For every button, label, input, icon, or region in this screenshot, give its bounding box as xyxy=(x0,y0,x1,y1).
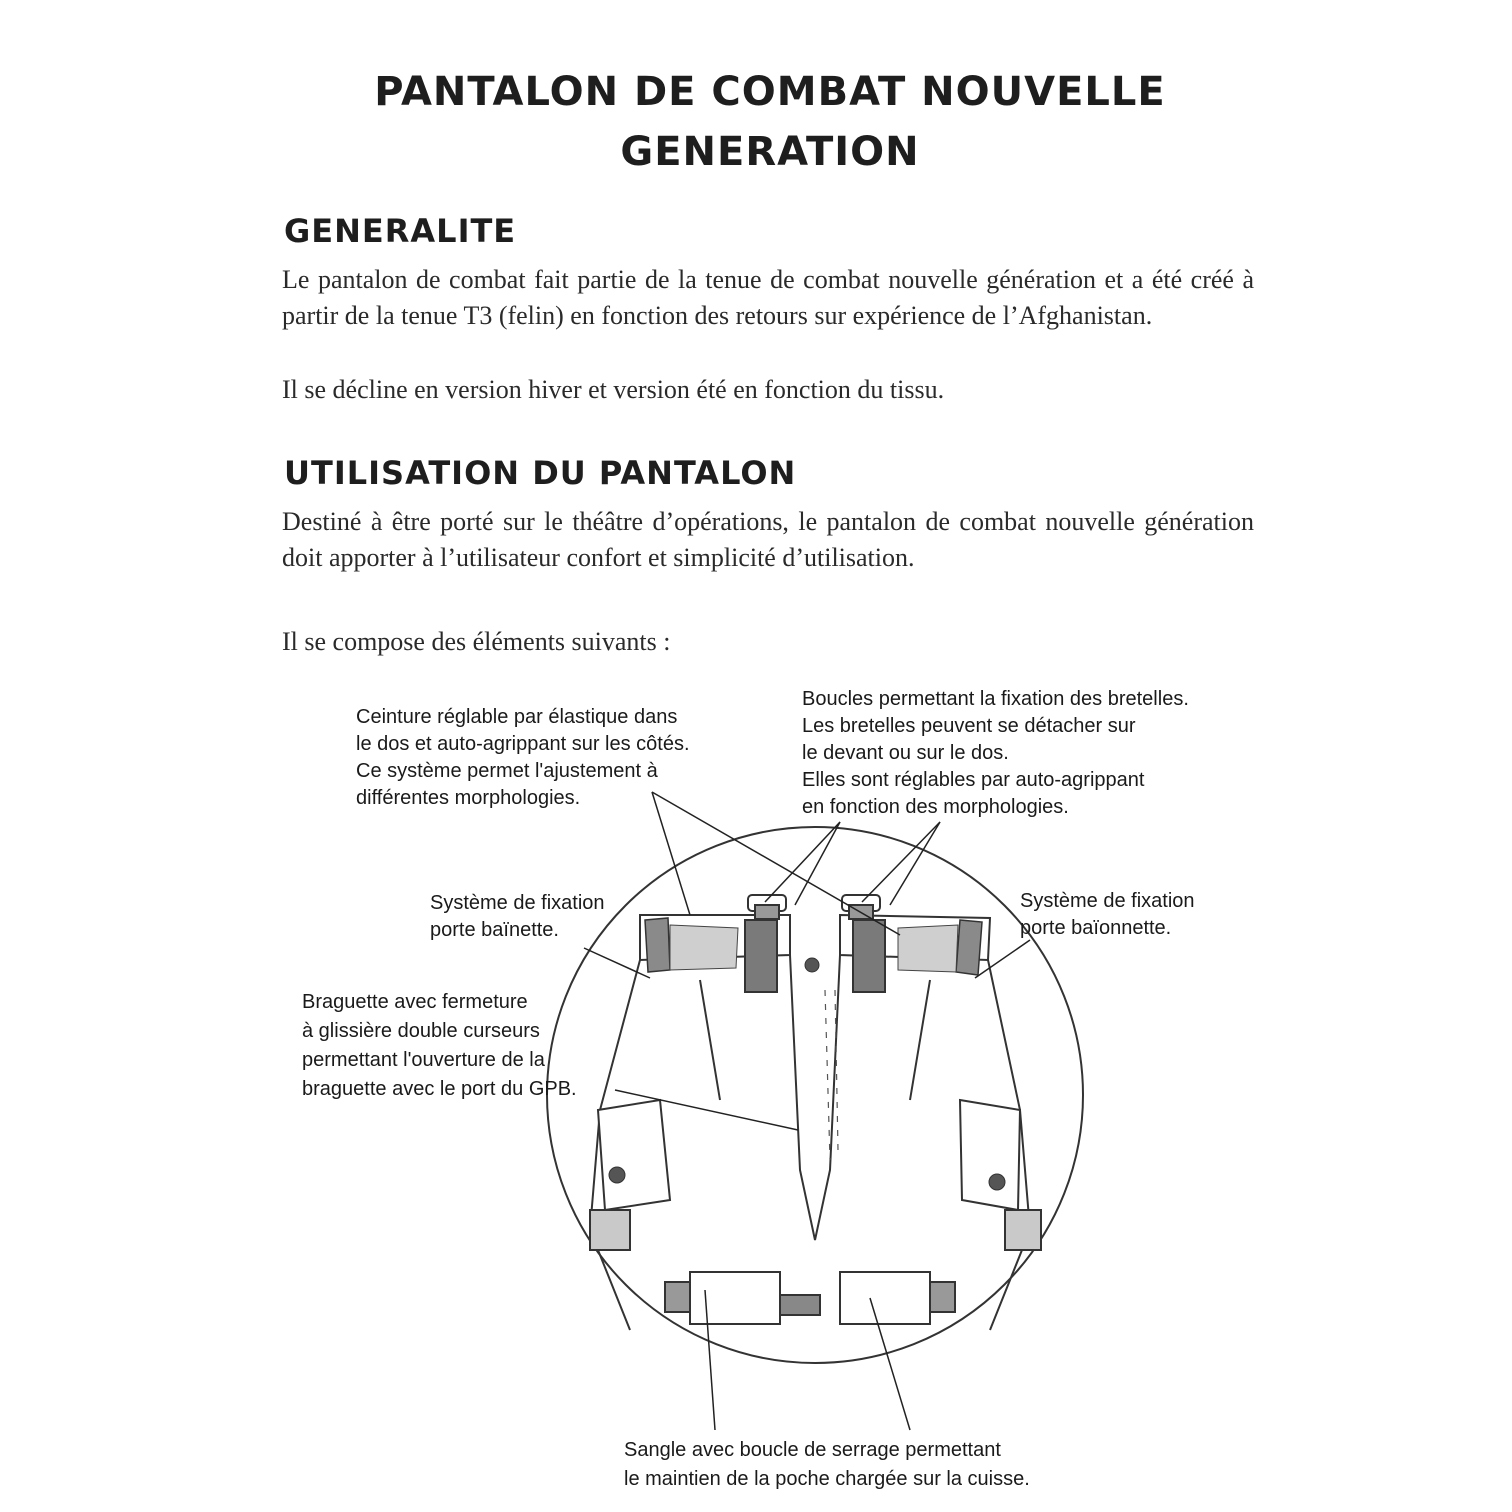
section-heading-generalite: GENERALITE xyxy=(284,212,517,250)
callout-braguette-line: permettant l'ouverture de la xyxy=(302,1049,545,1071)
callout-ceinture xyxy=(356,704,690,812)
thigh-strap-left xyxy=(665,1272,820,1324)
section-heading-utilisation: UTILISATION DU PANTALON xyxy=(284,454,797,492)
generalite-paragraph-1: Le pantalon de combat fait partie de la tenue de combat nouvelle génération et a été créé à partir de la tenue T3 (felin) en fonction des retours sur expérience de l’Afghanistan. xyxy=(282,265,1254,330)
callout-ceinture-line: le dos et auto-agrippant sur les côtés. xyxy=(356,733,690,755)
callout-braguette-line: à glissière double curseurs xyxy=(302,1020,540,1042)
title-line-2: GENERATION xyxy=(620,129,920,175)
cargo-pocket-left xyxy=(590,1100,670,1250)
waist-button xyxy=(805,958,819,972)
callout-fixation-right-line: Système de fixation xyxy=(1020,890,1195,912)
callout-ceinture-line: Ce système permet l'ajustement à xyxy=(356,760,658,782)
callout-fixation-right-line: porte baïonnette. xyxy=(1020,917,1172,939)
suspender-straps xyxy=(745,920,885,992)
callout-fixation-left-line: porte baïnette. xyxy=(430,919,559,941)
callout-braguette-line: braguette avec le port du GPB. xyxy=(302,1078,577,1100)
utilisation-paragraph-2: Il se compose des éléments suivants : xyxy=(282,627,671,656)
callout-sangle-line: Sangle avec boucle de serrage permettant xyxy=(624,1439,1001,1461)
utilisation-paragraph-1: Destiné à être porté sur le théâtre d’opérations, le pantalon de combat nouvelle génération doit apporter à l’utilisateur confort et simplicité d’utilisation. xyxy=(282,507,1254,572)
callout-boucles-line: en fonction des morphologies. xyxy=(802,796,1069,818)
callout-sangle-line: le maintien de la poche chargée sur la cuisse. xyxy=(624,1468,1030,1490)
callout-boucles-line: le devant ou sur le dos. xyxy=(802,742,1009,764)
callout-braguette xyxy=(302,988,577,1104)
pocket-button-left xyxy=(609,1167,625,1183)
callout-fixation-left-line: Système de fixation xyxy=(430,892,605,914)
generalite-paragraph-2: Il se décline en version hiver et version été en fonction du tissu. xyxy=(282,375,945,404)
thigh-strap-right xyxy=(840,1272,955,1324)
title-line-1: PANTALON DE COMBAT NOUVELLE xyxy=(374,69,1166,115)
callout-fixation-left xyxy=(430,890,605,944)
callout-ceinture-line: Ceinture réglable par élastique dans xyxy=(356,706,678,728)
callout-ceinture-line: différentes morphologies. xyxy=(356,787,581,809)
callout-boucles-line: Boucles permettant la fixation des bretelles. xyxy=(802,688,1189,710)
callout-braguette-line: Braguette avec fermeture xyxy=(302,991,528,1013)
callout-fixation-right xyxy=(1020,888,1195,942)
detail-circle xyxy=(547,827,1083,1363)
callout-sangle xyxy=(624,1436,1030,1494)
callout-boucles xyxy=(802,686,1189,821)
callout-boucles-line: Elles sont réglables par auto-agrippant xyxy=(802,769,1145,791)
callout-boucles-line: Les bretelles peuvent se détacher sur xyxy=(802,715,1136,737)
pocket-button-right xyxy=(989,1174,1005,1190)
